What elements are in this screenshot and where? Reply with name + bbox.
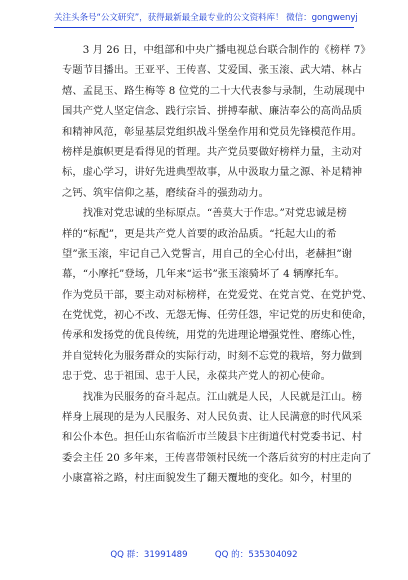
body-line: 专题节目播出。王亚平、王传喜、艾爱国、张玉滚、武大靖、林占 [62, 64, 363, 77]
body-line: 3 月 26 日，中组部和中央广播电视总台联合制作的《榜样 7》 [62, 44, 371, 56]
body-line: 望”张玉滚，牢记自己入党誓言，用自己的全心付出，老赫担”谢 [62, 247, 352, 260]
body-line: 和公仆本色。担任山东省临沂市兰陵县卞庄街道代村党委书记、村 [62, 431, 363, 444]
body-line: 传承和发扬党的优良传统，用党的先进理论增强党性、磨练心性， [62, 329, 363, 342]
body-line: 忠于党、忠于祖国、忠于人民，永葆共产党人的初心使命。 [62, 370, 332, 383]
body-line: 榜样是旗帜更是看得见的哲理。共产党员要做好榜样力量，主动对 [62, 145, 363, 158]
body-line: 作为党员干部，要主动对标榜样，在党爱党、在党言党、在党护党、 [62, 288, 373, 301]
body-line: 标，虚心学习，讲好先进典型故事，从中汲取力量之源、补足精神 [62, 166, 363, 179]
body-line: 委会主任 20 多年来，王传喜带领村民统一个落后贫穷的村庄走向了 [62, 451, 372, 464]
body-line: 熺、孟昆玉、路生梅等 8 位党的二十大代表参与录制，生动展现中 [62, 84, 365, 97]
header-divider [54, 27, 354, 28]
body-line: 国共产党人坚定信念、践行宗旨、拼搏奉献、廉洁奉公的高尚品质 [62, 105, 363, 118]
header-promo-text: 关注头条号“公文研究”，获得最新最全最专业的公文资料库！ 微信：gongwenyj [54, 13, 358, 23]
body-line: 样身上展现的是为人民服务、对人民负责、让人民满意的时代风采 [62, 411, 363, 424]
body-line: 小康富裕之路，村庄面貌发生了翻天覆地的变化。如今，村里的 [62, 472, 352, 485]
body-line: 并自觉转化为服务群众的实际行动，时刻不忘党的栽培，努力做到 [62, 349, 363, 362]
body-line: 之钙、筑牢信仰之基，磨续奋斗的强劲动力。 [62, 186, 269, 199]
body-line: 样的“标配”，更是共产党人首要的政治品质。“托起大山的希 [62, 227, 337, 240]
body-line: 幕，“小摩托”登场，几年来“运书”张玉滚骑坏了 4 辆摩托车。 [62, 268, 345, 281]
body-line: 在党忧党，初心不改、无怨无悔、任劳任怨，牢记党的历史和使命， [62, 309, 373, 322]
body-line: 找准对党忠诚的坐标原点。“善莫大于作忠。”对党忠诚是榜 [62, 207, 347, 220]
document-body [62, 40, 373, 489]
body-line: 找准为民服务的奋斗起点。江山就是人民，人民就是江山。榜 [62, 390, 363, 403]
footer-contact-text: QQ 群：31991489 QQ 的：535304092 [110, 550, 298, 560]
body-line: 和精神风范，彰显基层党组织战斗堡垒作用和党员先锋模范作用。 [62, 125, 363, 138]
